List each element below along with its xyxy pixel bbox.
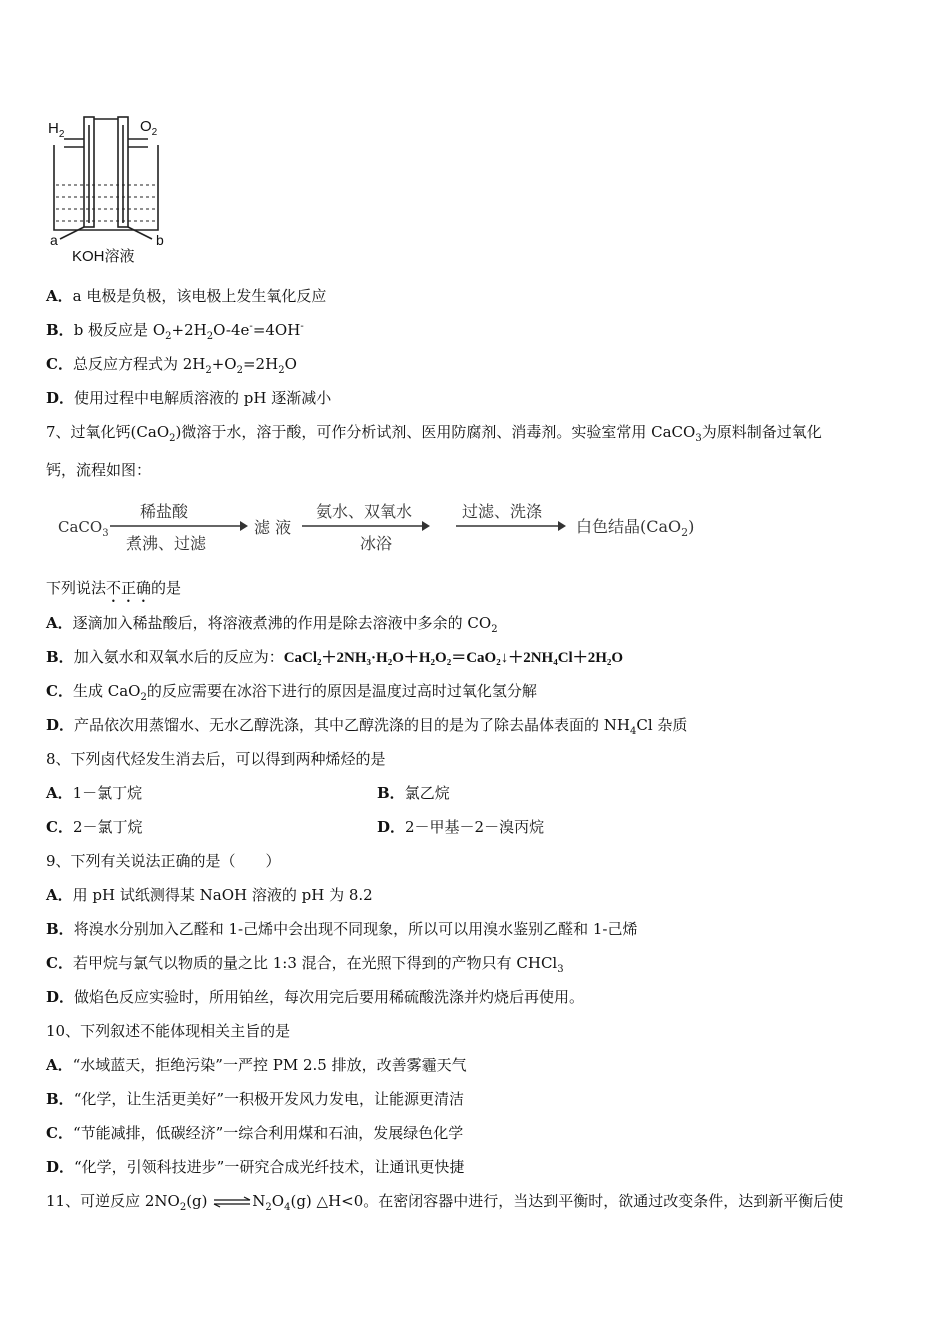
electrolyte-label: KOH溶液 (72, 248, 135, 265)
q7-stem-line1: 7、过氧化钙(CaO$_2$)微溶于水，溶于酸，可作分析试剂、医用防腐剂、消毒剂。实验室常用 CaCO$_3$为原料制备过氧化 (46, 423, 822, 444)
flow-end: 白色结晶(CaO$_2$) (576, 517, 695, 539)
q10-option-d: D．“化学，引领科技进步”一研究合成光纤技术，让通讯更快捷 (46, 1158, 465, 1176)
h2-label: $H_2$ (48, 120, 65, 140)
q10-option-b: B．“化学，让生活更美好”一积极开发风力发电，让能源更清洁 (46, 1090, 465, 1108)
q7-stem-line2: 钙，流程如图： (46, 461, 152, 479)
q8-option-a: A．1－氯丁烷 (46, 784, 143, 802)
q7-option-c: C．生成 CaO$_2$的反应需要在冰浴下进行的原因是温度过高时过氧化氢分解 (46, 682, 537, 703)
flow-arrow2-top: 氨水、双氧水 (316, 502, 413, 521)
o2-label: $O_2$ (140, 118, 158, 138)
equilibrium-arrow-icon (212, 1196, 252, 1208)
q7-option-d: D．产品依次用蒸馏水、无水乙醇洗涤，其中乙醇洗涤的目的是为了除去晶体表面的 $NH_4Cl$ 杂质 (46, 716, 688, 737)
q8-stem: 8、下列卤代烃发生消去后，可以得到两种烯烃的是 (46, 750, 386, 768)
q9-option-c: C．若甲烷与氯气以物质的量之比 1:3 混合，在光照下得到的产物只有 CHCl$_3$ (46, 954, 564, 975)
q7-option-a: A．逐滴加入稀盐酸后，将溶液煮沸的作用是除去溶液中多余的 $CO_2$ (46, 614, 498, 635)
q8-option-c: C．2－氯丁烷 (46, 818, 143, 836)
q7-prompt: 下列说法不正确的是 (46, 579, 182, 597)
q6-option-a: A．a 电极是负极，该电极上发生氧化反应 (46, 287, 327, 305)
flow-start: CaCO$_3$ (58, 518, 109, 539)
flow-arrow2-bottom: 冰浴 (360, 534, 393, 553)
q11-stem: 11、可逆反应 $2NO_2(g)$ $N_2O_4(g)$ △H<0。在密闭容器中进行，当达到平衡时，欲通过改变条件，达到新平衡后使 (46, 1192, 844, 1213)
process-flowchart (52, 495, 732, 560)
q10-option-a: A．“水域蓝天，拒绝污染”一严控 PM 2.5 排放，改善雾霾天气 (46, 1056, 467, 1074)
q9-option-a: A．用 pH 试纸测得某 NaOH 溶液的 pH 为 8.2 (46, 886, 373, 904)
electrode-a-label: a (50, 232, 58, 248)
q6-option-d: D．使用过程中电解质溶液的 pH 逐渐减小 (46, 389, 332, 407)
q7-option-b: B．加入氨水和双氧水后的反应为：CaCl₂＋2NH₃·H₂O＋H₂O₂＝CaO₂↓＋2NH₄Cl＋2H₂O (46, 648, 624, 666)
flow-arrow1-bottom: 煮沸、过滤 (126, 534, 207, 553)
flow-arrow3-top: 过滤、洗涤 (462, 502, 543, 521)
q9-option-b: B．将溴水分别加入乙醛和 1-己烯中会出现不同现象，所以可以用溴水鉴别乙醛和 1-己烯 (46, 920, 638, 938)
q8-option-b: B．氯乙烷 (377, 784, 450, 802)
q8-option-d: D．2－甲基－2－溴丙烷 (377, 818, 545, 836)
q9-option-d: D．做焰色反应实验时，所用铂丝，每次用完后要用稀硫酸洗涤并灼烧后再使用。 (46, 988, 585, 1006)
q10-stem: 10、下列叙述不能体现相关主旨的是 (46, 1022, 291, 1040)
fuel-cell-diagram (40, 105, 180, 270)
q10-option-c: C．“节能减排，低碳经济”一综合利用煤和石油，发展绿色化学 (46, 1124, 464, 1142)
flow-mid1: 滤 液 (254, 518, 292, 537)
q6-option-b: B．b 极反应是 $O_2+2H_2O-4e^-=4OH^-$ (46, 321, 304, 342)
q9-stem: 9、下列有关说法正确的是（ ） (46, 852, 281, 870)
q6-option-c: C．总反应方程式为 $2H_2+O_2=2H_2O$ (46, 355, 297, 376)
electrode-b-label: b (156, 232, 164, 248)
flow-arrow1-top: 稀盐酸 (140, 502, 189, 521)
